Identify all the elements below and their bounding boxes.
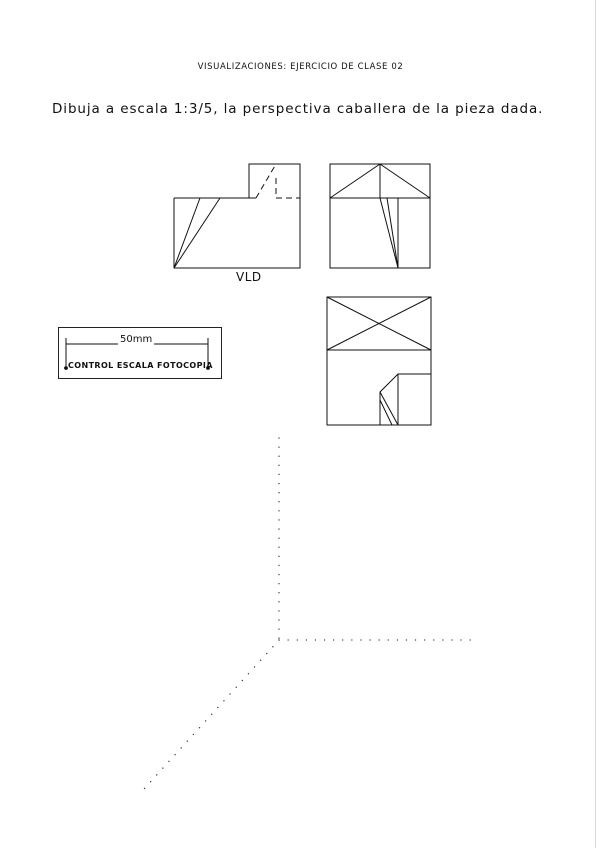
scale-caption: CONTROL ESCALA FOTOCOPIA [68, 361, 213, 370]
exercise-instruction: Dibuja a escala 1:3/5, la perspectiva caballera de la pieza dada. [52, 101, 544, 117]
page-header: VISUALIZACIONES: EJERCICIO DE CLASE 02 [197, 62, 404, 72]
left-side-view [174, 164, 300, 268]
left-view-label: VLD [236, 270, 262, 284]
front-view [330, 164, 430, 268]
cavalier-axes [143, 438, 478, 790]
top-view [327, 297, 431, 425]
scale-length-label: 50mm [120, 334, 153, 345]
